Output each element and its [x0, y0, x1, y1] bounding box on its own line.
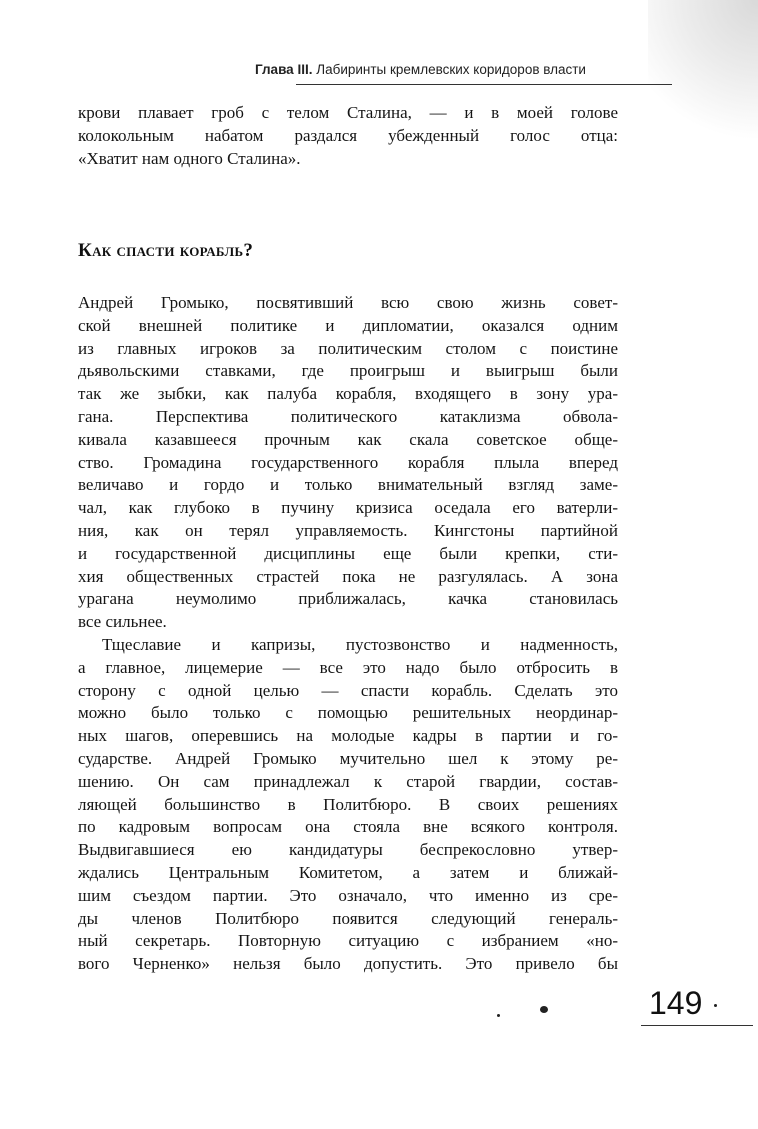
- text-line: ния, как он терял управляемость. Кингстоны партийной: [78, 520, 618, 540]
- text-line: ждались Центральным Комитетом, а затем и ближай-: [78, 862, 618, 882]
- scan-speck: [714, 1004, 717, 1007]
- text-line: ный секретарь. Повторную ситуацию с избранием «но-: [78, 931, 618, 951]
- body-text: [78, 292, 618, 976]
- text-line: кивала казавшееся прочным как скала советское обще-: [78, 429, 618, 449]
- text-line: ской внешней политике и дипломатии, оказался одним: [78, 315, 618, 335]
- text-line: «Хватит нам одного Сталина».: [78, 148, 301, 168]
- page-number-rule: [641, 1025, 753, 1026]
- section-title: Как спасти корабль?: [78, 240, 254, 261]
- text-line: ды членов Политбюро появится следующий генераль-: [78, 908, 618, 928]
- text-line: вого Черненко» нельзя было допустить. Это привело бы: [78, 954, 618, 974]
- text-line: сударстве. Андрей Громыко мучительно шел к этому ре-: [78, 748, 618, 768]
- text-line: и государственной дисциплины еще были крепки, сти-: [78, 543, 618, 563]
- text-line: хия общественных страстей пока не разгулялась. А зона: [78, 566, 618, 586]
- text-line: ных шагов, оперевшись на молодые кадры в партии и го-: [78, 726, 618, 746]
- text-line: гана. Перспектива политического катаклизма обвола-: [78, 406, 618, 426]
- text-line: колокольным набатом раздался убежденный голос отца:: [78, 125, 618, 145]
- paragraph-2: [78, 634, 618, 976]
- text-line: так же зыбки, как палуба корабля, входящего в зону ура-: [78, 384, 618, 404]
- intro-paragraph: [78, 102, 618, 170]
- text-line: шим съездом партии. Это означало, что именно из сре-: [78, 885, 618, 905]
- paragraph-1: [78, 292, 618, 634]
- chapter-title: Лабиринты кремлевских коридоров власти: [316, 62, 586, 77]
- text-line: дьявольскими ставками, где проигрыш и выигрыш были: [78, 361, 618, 381]
- page-number: 149: [649, 985, 703, 1021]
- text-line: Тщеславие и капризы, пустозвонство и надменность,: [102, 634, 618, 654]
- text-line: урагана неумолимо приближалась, качка становилась: [78, 589, 618, 609]
- text-line: шению. Он сам принадлежал к старой гвардии, состав-: [78, 771, 618, 791]
- text-line: крови плавает гроб с телом Сталина, — и в моей голове: [78, 103, 618, 122]
- text-line: ляющей большинство в Политбюро. В своих решениях: [78, 794, 618, 814]
- scan-speck: [497, 1014, 500, 1017]
- text-line: чал, как глубоко в пучину кризиса оседала его ватерли-: [78, 498, 618, 518]
- text-line: из главных игроков за политическим столом с поистине: [78, 338, 618, 358]
- text-line: ство. Громадина государственного корабля плыла вперед: [78, 452, 618, 472]
- text-line: сторону с одной целью — спасти корабль. Сделать это: [78, 680, 618, 700]
- text-line: величаво и гордо и только внимательный взгляд заме-: [78, 475, 618, 495]
- text-line: по кадровым вопросам она стояла вне всякого контроля.: [78, 817, 618, 837]
- chapter-label: Глава III.: [255, 62, 313, 77]
- text-line: все сильнее.: [78, 612, 167, 632]
- text-line: можно было только с помощью решительных неординар-: [78, 703, 618, 723]
- header-rule: [296, 84, 672, 85]
- text-line: Выдвигавшиеся ею кандидатуры беспрекословно утвер-: [78, 840, 618, 860]
- scan-speck: [540, 1006, 548, 1013]
- text-line: Андрей Громыко, посвятивший всю свою жизнь совет-: [78, 293, 618, 312]
- text-line: а главное, лицемерие — все это надо было отбросить в: [78, 657, 618, 677]
- running-header: [255, 62, 673, 77]
